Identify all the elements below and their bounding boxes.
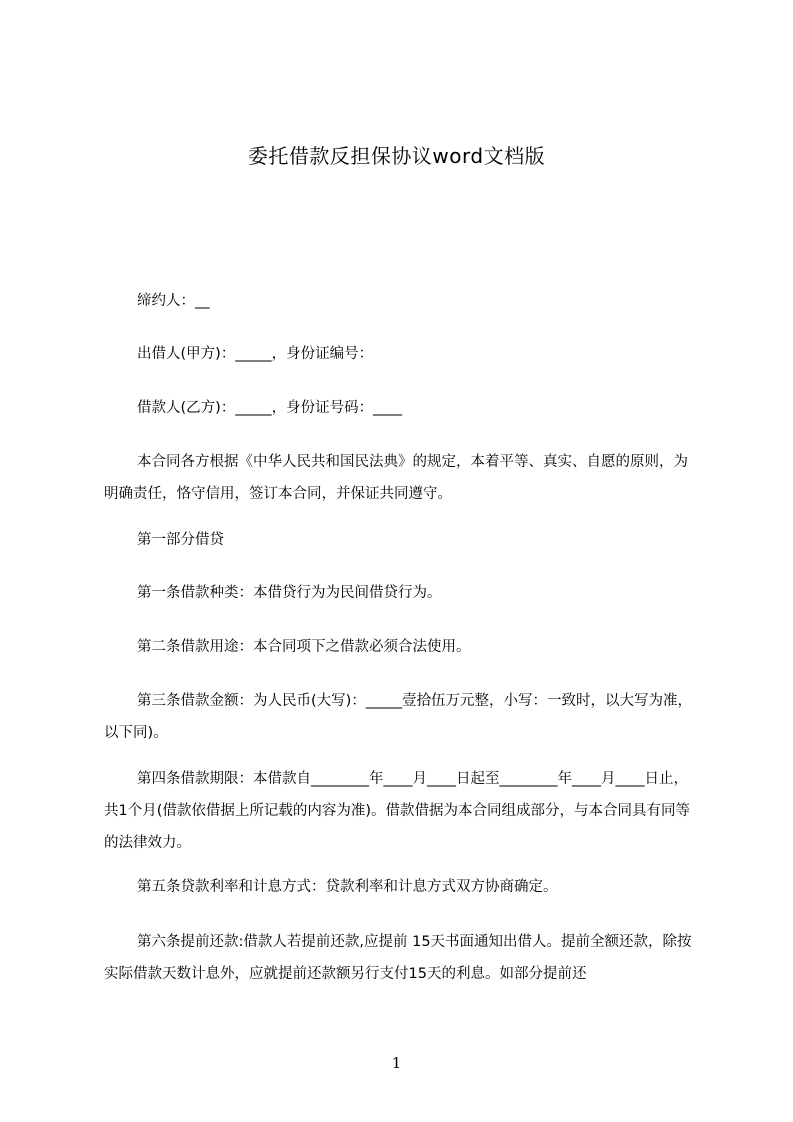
clause-5: 第五条贷款利率和计息方式：贷款利率和计息方式双方协商确定。	[137, 879, 558, 895]
part-heading: 第一部分借贷	[137, 532, 224, 548]
borrower-line: 借款人(乙方)：_____，身份证号码：____	[137, 400, 403, 416]
clause-1: 第一条借款种类：本借贷行为为民间借贷行为。	[137, 585, 442, 601]
page-number: 1	[391, 1054, 402, 1072]
signatory-line: 缔约人：__	[137, 293, 210, 309]
document-title: 委托借款反担保协议word文档版	[247, 144, 546, 168]
clause-2: 第二条借款用途：本合同项下之借款必须合法使用。	[137, 639, 471, 655]
clause-4: 第四条借款期限：本借款自________年____月____日起至________年____月____日止，共1个月(借款依借据上所记载的内容为准)。借款借据为本合同组成部分，与本合同具有同等的法律效力。	[104, 771, 691, 851]
clause-3: 第三条借款金额：为人民币(大写)：_____壹拾伍万元整，小写：一致时，以大写为准，以下同)。	[104, 693, 693, 741]
lender-line: 出借人(甲方)：_____，身份证编号：	[137, 346, 374, 362]
intro-paragraph: 本合同各方根据《中华人民共和国民法典》的规定，本着平等、真实、自愿的原则，为明确责任，恪守信用，签订本合同，并保证共同遵守。	[104, 454, 688, 502]
clause-6: 第六条提前还款:借款人若提前还款,应提前 15天书面通知出借人。提前全额还款，除按实际借款天数计息外，应就提前还款额另行支付15天的利息。如部分提前还	[104, 934, 692, 982]
